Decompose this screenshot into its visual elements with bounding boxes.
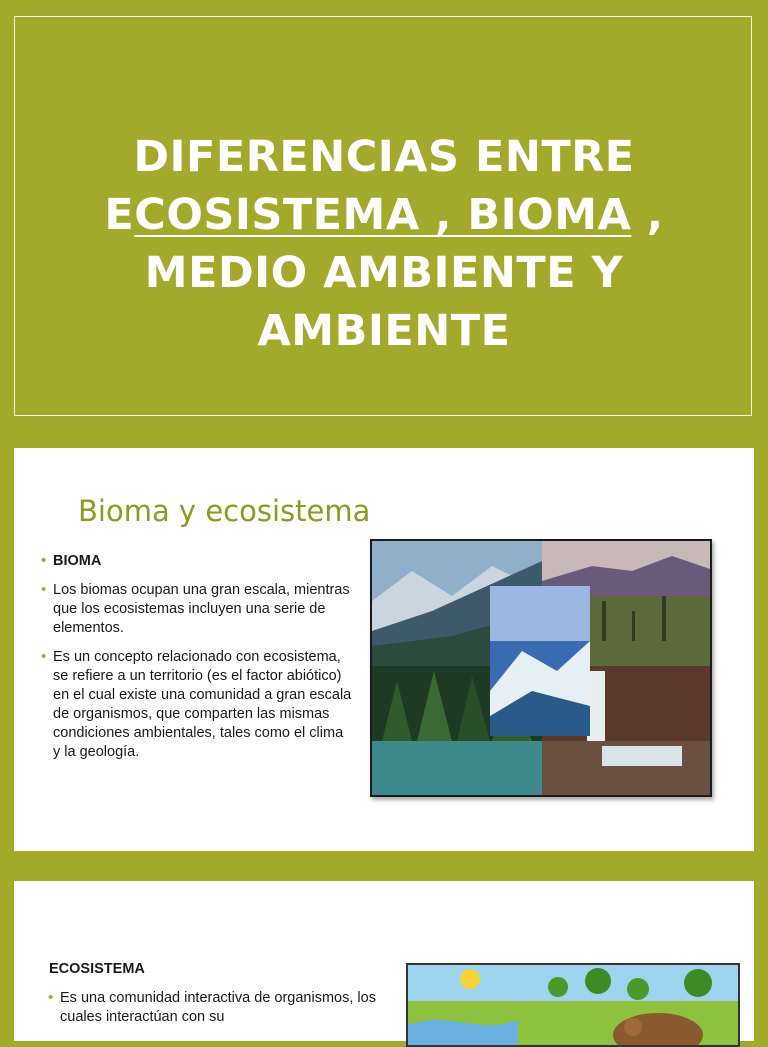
ecosystem-graphic xyxy=(408,965,738,1045)
title-line-3: MEDIO AMBIENTE Y xyxy=(144,248,624,298)
bullet-item: • Es un concepto relacionado con ecosistema, se refiere a un territorio (es el factor abiótico) en el cual existe una comunidad a gran escala de organismos, que comparten las mismas condiciones ambientales, tales como el clima y la geología. xyxy=(42,648,352,762)
collage-graphic xyxy=(372,541,710,795)
title-line-2-underlined: COSISTEMA , BIOMA xyxy=(134,190,632,240)
title-slide xyxy=(0,0,768,430)
bullet-list xyxy=(49,989,379,1027)
slide-title xyxy=(40,128,728,360)
bullet-item: • Es una comunidad interactiva de organismos, los cuales interactúan con su xyxy=(49,989,379,1027)
biome-collage-image xyxy=(370,539,712,797)
title-line-4: AMBIENTE xyxy=(257,306,511,356)
bullet-list xyxy=(42,552,352,772)
slide-subtitle: Bioma y ecosistema xyxy=(78,494,371,528)
bullet-item: • Los biomas ocupan una gran escala, mientras que los ecosistemas incluyen una serie de elementos. xyxy=(42,581,352,638)
bioma-slide xyxy=(14,448,754,851)
title-line-2-prefix: E xyxy=(104,190,135,240)
title-line-1: DIFERENCIAS ENTRE xyxy=(133,132,635,182)
title-line-2-suffix: , xyxy=(631,190,664,240)
title-line-2 xyxy=(40,186,728,244)
ecosystem-illustration xyxy=(406,963,740,1047)
section-heading: ECOSISTEMA xyxy=(49,961,145,977)
ecosistema-slide xyxy=(14,881,754,1041)
bullet-item: • BIOMA xyxy=(42,552,352,571)
